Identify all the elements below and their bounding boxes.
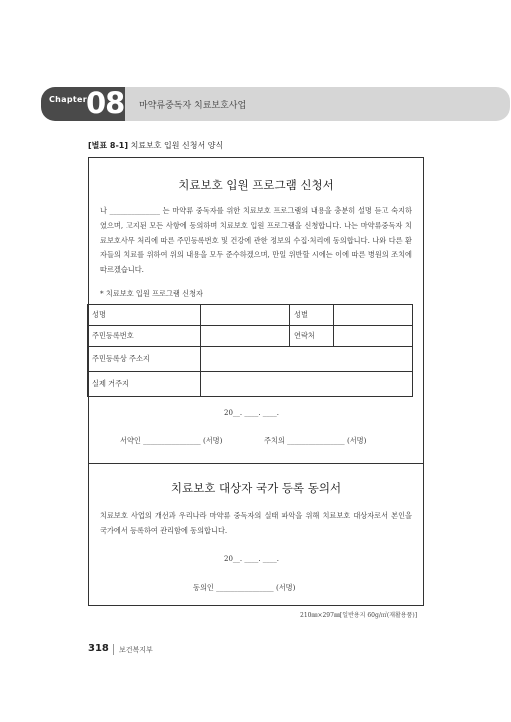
form-caption-text: 치료보호 입원 신청서 양식 [130,141,224,150]
registered-address-label: 주민등록상 주소지 [88,347,201,372]
consent-title: 치료보호 대상자 국가 등록 동의서 [170,481,342,495]
doctor-sign: (서명) [346,436,367,445]
doctor-line [264,436,366,446]
application-title: 치료보호 입원 프로그램 신청서 [178,178,334,192]
application-date: 20__. ____. ____. [224,409,280,417]
consenter-blank: ________________ [216,583,274,592]
application-paragraph: 나 ______________ 는 마약류 중독자를 위한 치료보호 프로그램의 내용을 충분히 설명 듣고 숙지하였으며, 고지된 모든 사항에 동의하며 치료보호 입원 프로그램을 신청합니다. 나는 마약류중독자 치료보호사무 처리에 따른 주민등록번호 및 건강에 관한 정보의 수집·처리에 동의합니다. 나와 다른 환자들의 치료를 위하여 위의 내용을 모두 준수하겠으며, 만일 위반할 시에는 이에 따른 병원의 조치에 따르겠습니다. [100,206,412,275]
signer-sign: (서명) [202,436,223,445]
consenter-line [193,583,295,593]
name-value [201,305,290,326]
form-caption-tag: [별표 8-1] [88,141,129,150]
actual-address-value [201,372,413,397]
id-number-label: 주민등록번호 [88,326,201,347]
signer-blank: ________________ [143,436,201,445]
page-number: 318 [88,643,109,654]
doctor-blank: ________________ [287,436,345,445]
paper-spec: 210㎜×297㎜[일반용지 60g/㎡(재활용품)] [300,612,418,619]
registered-address-value [201,347,413,372]
signer-line [120,436,222,446]
contact-value [334,326,413,347]
consenter-label: 동의인 [193,583,214,592]
gender-value [334,305,413,326]
section-divider [88,463,424,464]
name-label: 성명 [88,305,201,326]
doctor-label: 주치의 [264,436,285,445]
consent-date: 20__. ____. ____. [224,555,280,563]
consent-paragraph: 치료보호 사업의 개선과 우리나라 마약류 중독자의 실태 파악을 위해 치료보호 대상자로서 본인을 국가에서 등록하여 관리함에 동의합니다. [100,511,412,535]
consenter-sign: (서명) [275,583,296,592]
gender-label: 성별 [290,305,334,326]
applicant-note: * 치료보호 입원 프로그램 신청자 [100,289,203,298]
applicant-info-table [87,304,413,397]
form-caption [88,140,223,151]
id-number-value [201,326,290,347]
contact-label: 연락처 [290,326,334,347]
actual-address-label: 실제 거주지 [88,372,201,397]
chapter-number: 08 [86,86,125,120]
page-separator [113,644,114,655]
chapter-title: 마약류중독자 치료보호사업 [139,101,247,111]
signer-label: 서약인 [120,436,141,445]
chapter-label: Chapter [49,95,87,104]
publisher: 보건복지부 [119,646,153,654]
